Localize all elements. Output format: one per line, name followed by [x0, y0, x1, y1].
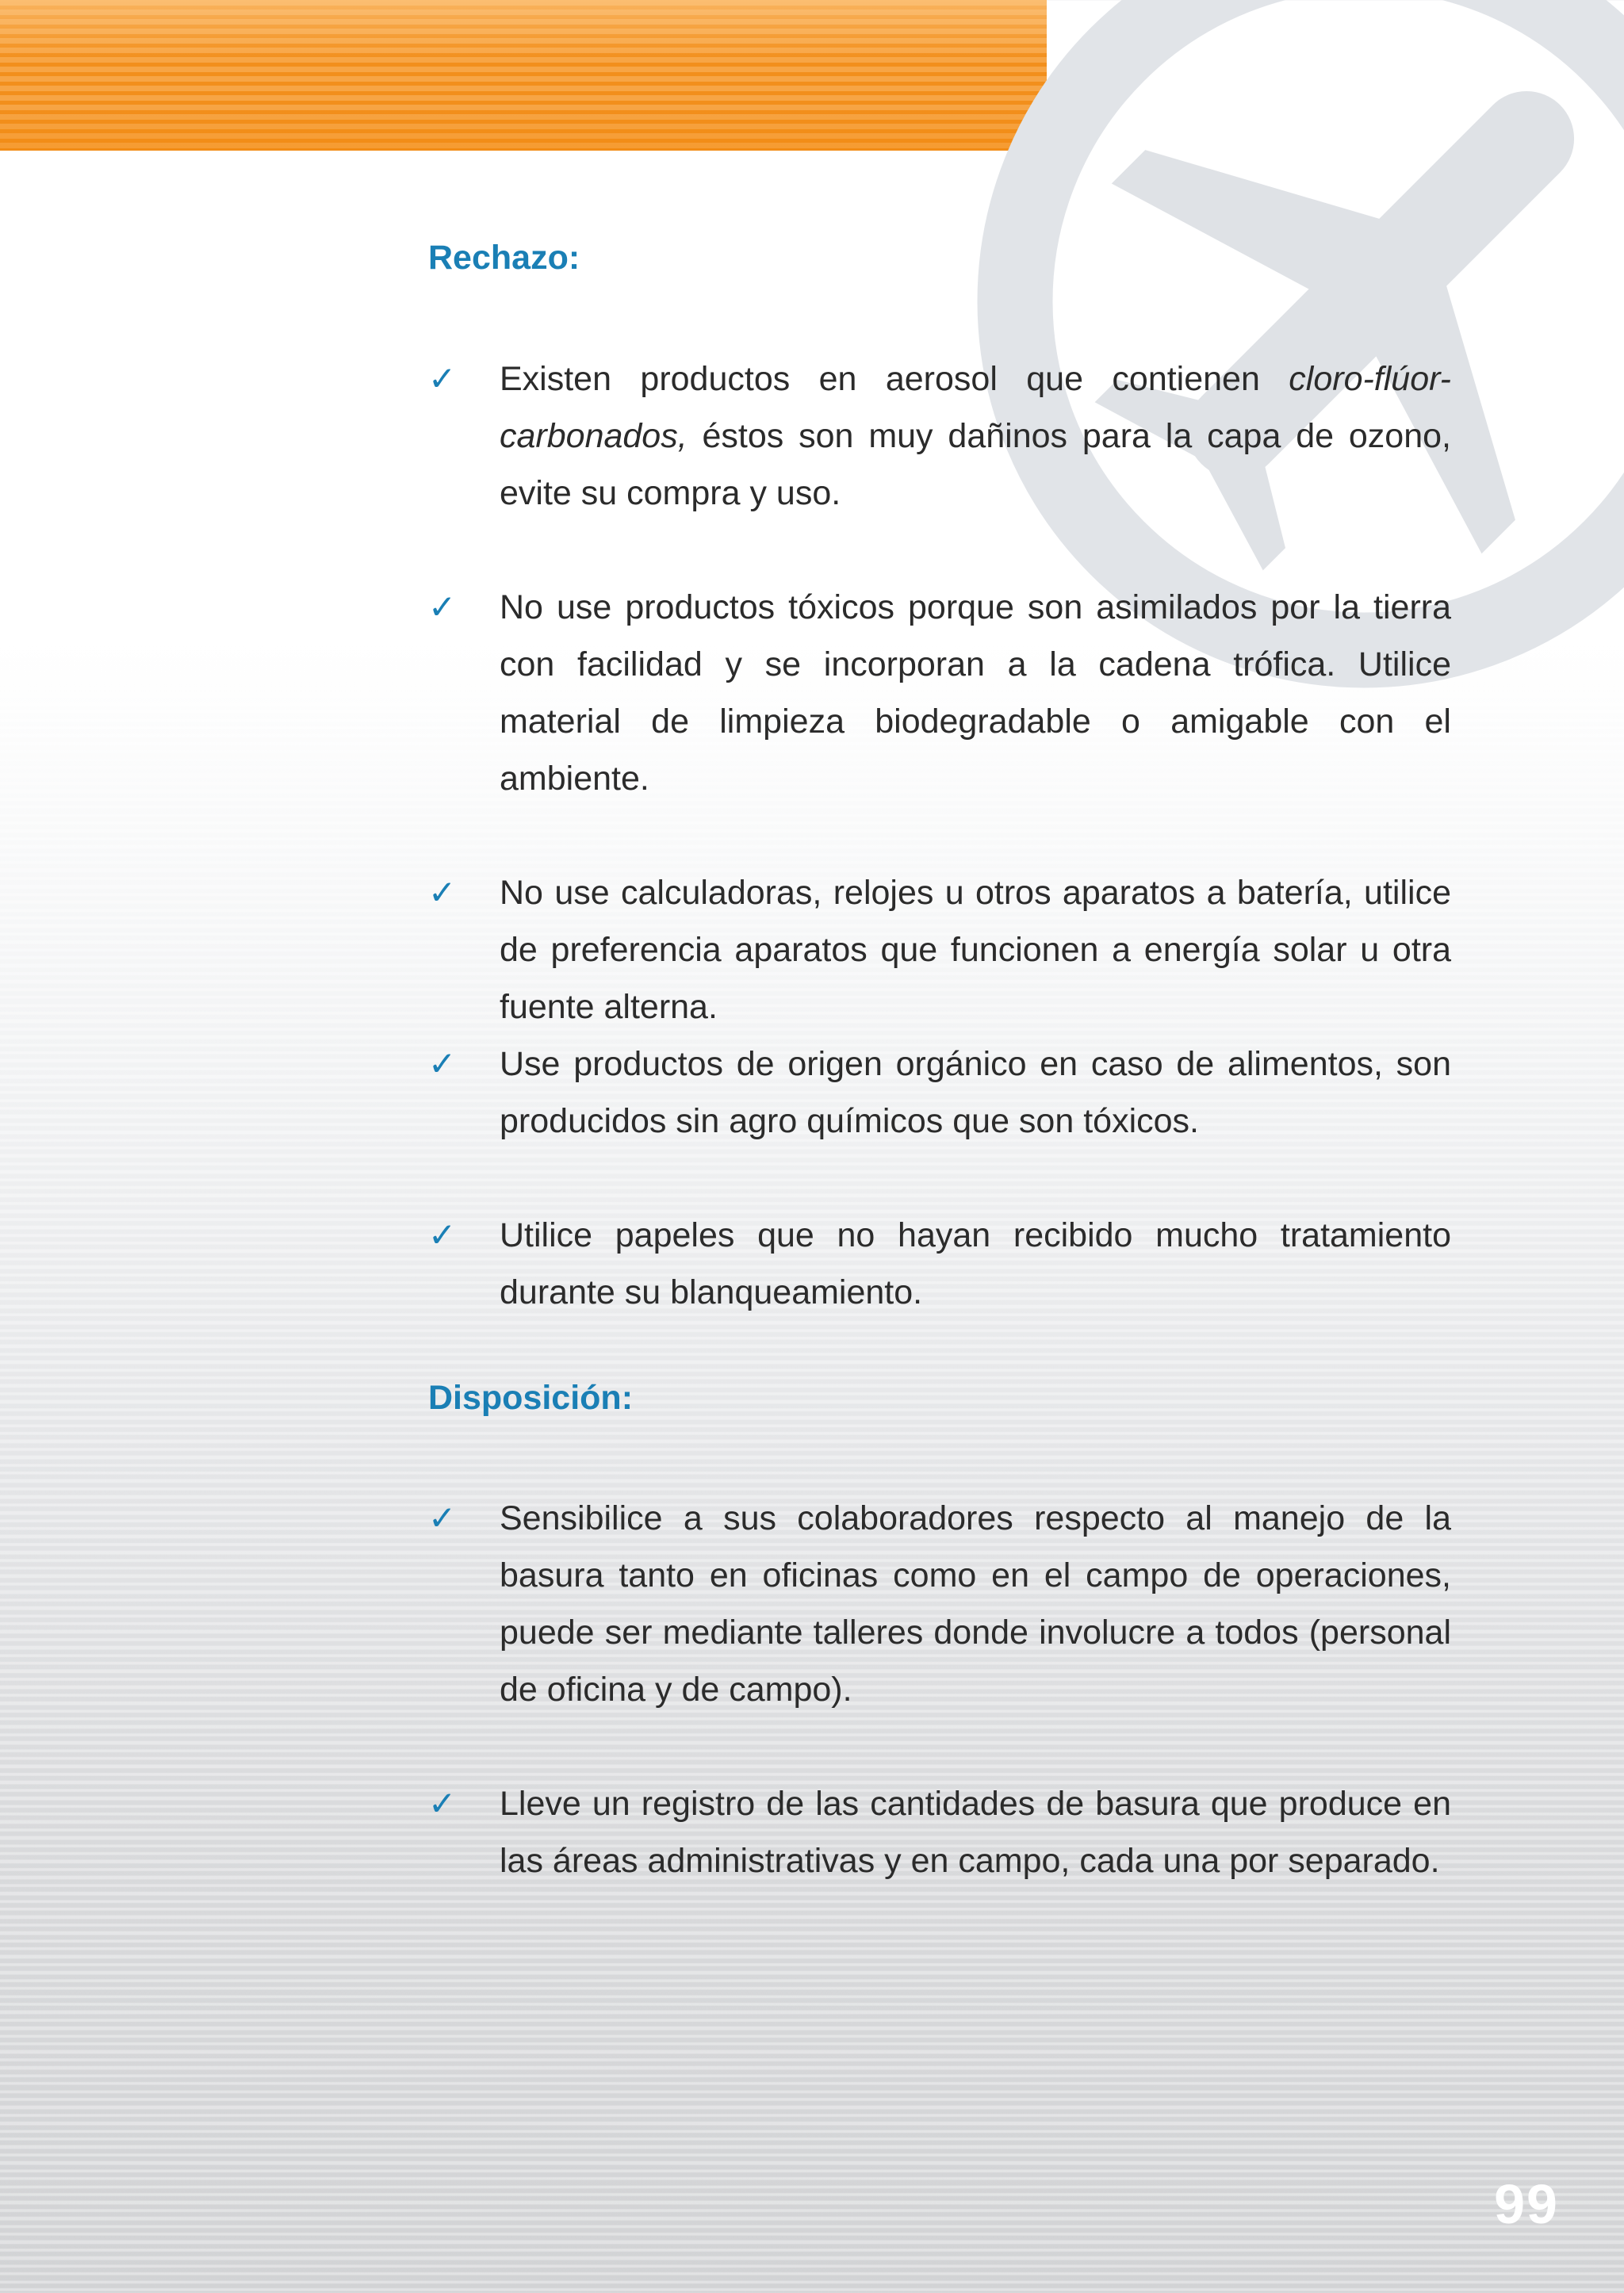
list-item-text: No use calculadoras, relojes u otros aparatos a batería, utilice de preferencia aparatos que funcionen a energía solar u otra fuente alterna. [500, 873, 1451, 1026]
checkmark-icon: ✓ [428, 872, 457, 912]
list-item [428, 1207, 1451, 1321]
list-item [428, 864, 1451, 1035]
checkmark-icon: ✓ [428, 587, 457, 626]
main-content [428, 238, 1451, 1889]
list-item-text: Existen productos en aerosol que contienen cloro-flúor-carbonados, éstos son muy dañinos para la capa de ozono, evite su compra y uso. [500, 359, 1451, 512]
list-item [428, 579, 1451, 807]
list-item [428, 350, 1451, 522]
list-item-text: Sensibilice a sus colaboradores respecto al manejo de la basura tanto en oficinas como en el campo de operaciones, puede ser mediante talleres donde involucre a todos (personal de oficina y de campo). [500, 1499, 1451, 1709]
list-item [428, 1490, 1451, 1718]
list-item-text: Utilice papeles que no hayan recibido mucho tratamiento durante su blanqueamiento. [500, 1215, 1451, 1311]
checkmark-icon: ✓ [428, 358, 457, 398]
checkmark-icon: ✓ [428, 1043, 457, 1083]
list-item-text: Lleve un registro de las cantidades de basura que produce en las áreas administrativas y en campo, cada una por separado. [500, 1785, 1451, 1881]
orange-header-band-shading [0, 0, 1047, 151]
section-title-rechazo: Rechazo: [428, 239, 580, 277]
checkmark-icon: ✓ [428, 1215, 457, 1254]
list-item [428, 1775, 1451, 1889]
list-item [428, 1035, 1451, 1150]
list-item-text: No use productos tóxicos porque son asimilados por la tierra con facilidad y se incorporan a la cadena trófica. Utilice material de limpieza biodegradable o amigable con el ambiente. [500, 588, 1451, 798]
page-number: 99 [1494, 2173, 1559, 2235]
section-title-disposicion: Disposición: [428, 1378, 634, 1417]
checkmark-icon: ✓ [428, 1784, 457, 1824]
list-item-text: Use productos de origen orgánico en caso de alimentos, son producidos sin agro químicos que son tóxicos. [500, 1044, 1451, 1140]
checkmark-icon: ✓ [428, 1499, 457, 1538]
